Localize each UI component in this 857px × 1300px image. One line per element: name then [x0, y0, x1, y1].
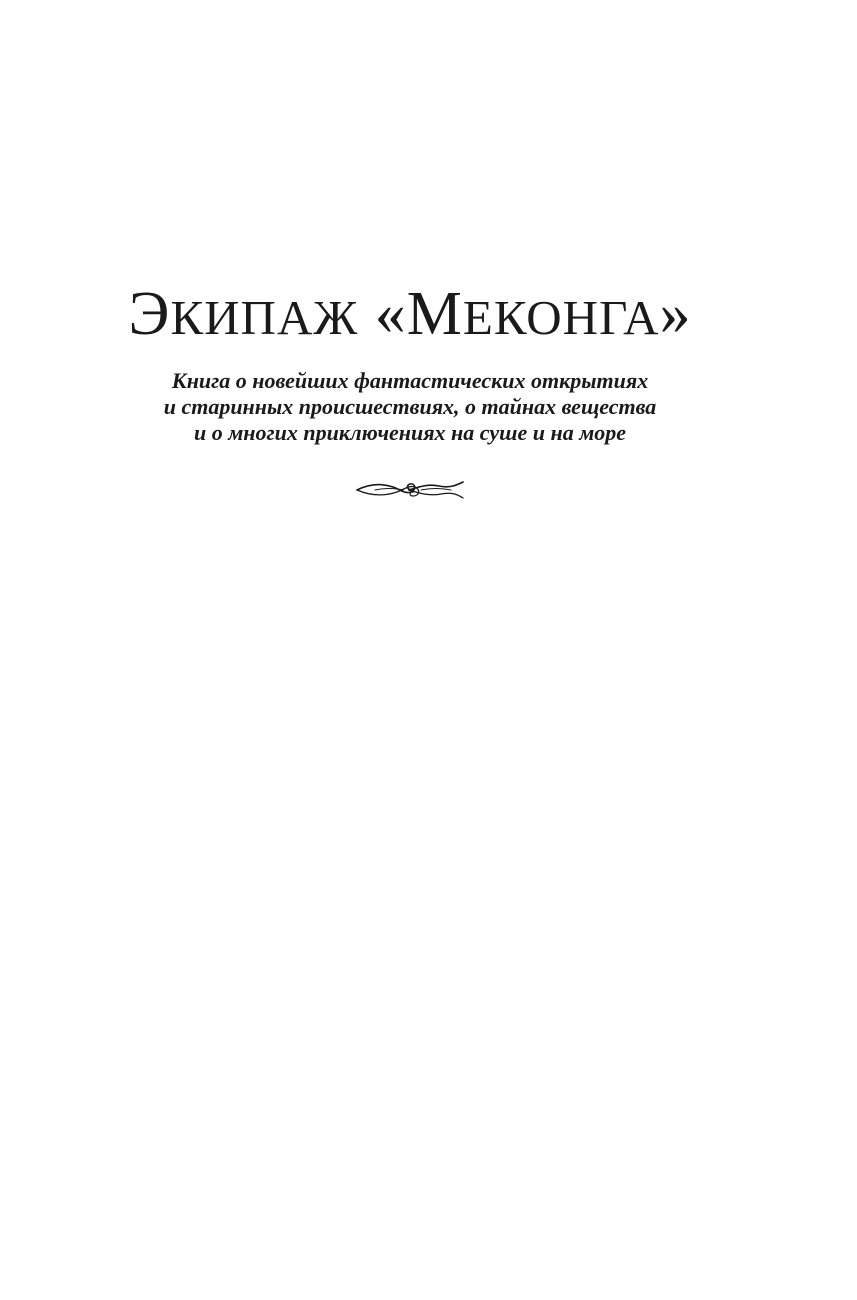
subtitle-line-2: и старинных происшествиях, о тайнах вещества: [163, 394, 657, 419]
subtitle-line-3: и о многих приключениях на суше и на море: [193, 420, 627, 445]
book-subtitle: [0, 368, 820, 446]
title-block: [0, 272, 820, 446]
flourish-ornament-icon: [355, 476, 465, 504]
book-title: ЭКИПАЖ «МЕКОНГА»: [128, 280, 692, 348]
subtitle-line-1: Книга о новейших фантастических открытиях: [171, 368, 649, 393]
